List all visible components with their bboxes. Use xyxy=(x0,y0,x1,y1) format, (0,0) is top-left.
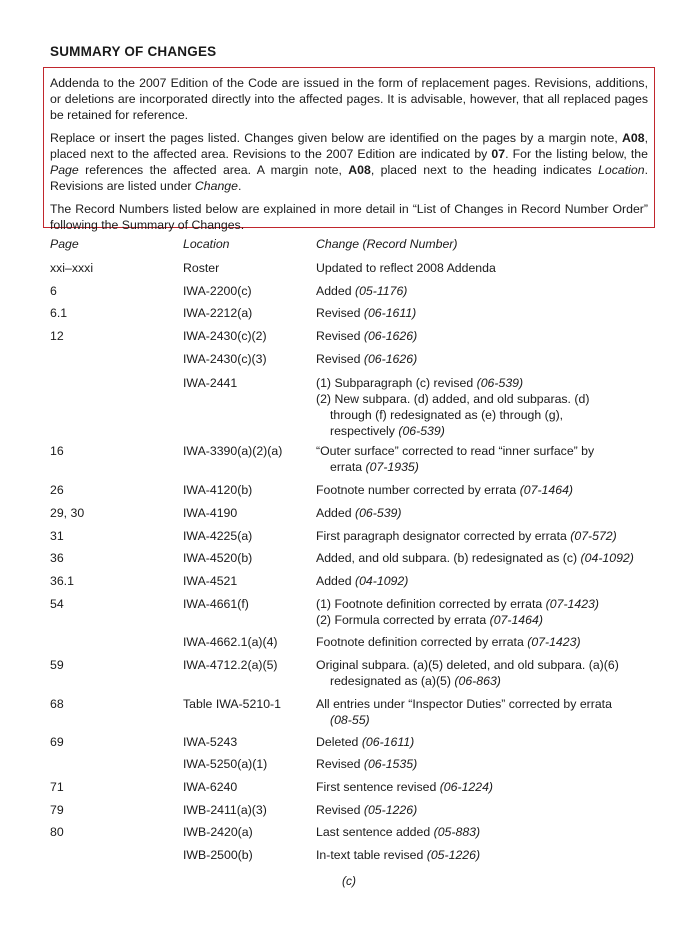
margin-note-a08: A08 xyxy=(622,131,645,145)
change-line: “Outer surface” corrected to read “inner surface” by xyxy=(316,444,595,458)
row-location: IWA-6240 xyxy=(183,780,238,794)
change-line xyxy=(316,375,660,391)
record-number: (07-572) xyxy=(570,529,617,543)
page-number: (c) xyxy=(342,874,356,888)
change-text: (1) Footnote definition corrected by errata xyxy=(316,597,546,611)
row-change xyxy=(316,328,660,344)
row-change xyxy=(316,443,660,475)
row-page: 80 xyxy=(50,825,64,839)
intro-text: . Revisions are listed under xyxy=(50,163,648,193)
change-text: Revised xyxy=(316,306,364,320)
change-text: Added xyxy=(316,506,355,520)
header-change: Change (Record Number) xyxy=(316,237,458,251)
change-line xyxy=(316,712,660,728)
row-page: 36 xyxy=(50,551,64,565)
row-location: IWA-4520(b) xyxy=(183,551,253,565)
record-number: (05-883) xyxy=(433,825,481,839)
change-text: First paragraph designator corrected by errata xyxy=(316,529,571,543)
row-location: IWA-5243 xyxy=(183,735,238,749)
change-text: respectively xyxy=(330,424,399,438)
row-page: 12 xyxy=(50,329,64,343)
record-number: (07-1464) xyxy=(489,613,543,627)
row-location: IWA-4190 xyxy=(183,506,238,520)
row-location: Roster xyxy=(183,261,220,275)
record-number: (05-1226) xyxy=(426,848,481,862)
page-title: SUMMARY OF CHANGES xyxy=(50,44,217,59)
change-line: All entries under “Inspector Duties” corrected by errata xyxy=(316,697,612,711)
change-text: Revised xyxy=(316,329,364,343)
row-page: 54 xyxy=(50,597,64,611)
header-location: Location xyxy=(183,237,230,251)
intro-term-change: Change xyxy=(194,179,238,193)
intro-text: Replace or insert the pages listed. Changes given below are identified on the pages by a margin note, xyxy=(50,131,623,145)
change-line xyxy=(316,612,660,628)
row-page: 36.1 xyxy=(50,574,74,588)
row-change xyxy=(316,283,660,299)
row-page: 69 xyxy=(50,735,64,749)
record-number: (07-1464) xyxy=(519,483,574,497)
intro-box xyxy=(43,67,655,232)
row-page: 71 xyxy=(50,780,64,794)
change-line: Original subpara. (a)(5) deleted, and old subpara. (a)(6) xyxy=(316,658,619,672)
change-text: redesignated as (a)(5) xyxy=(330,674,455,688)
change-text: Footnote number corrected by errata xyxy=(316,483,520,497)
row-page: 29, 30 xyxy=(50,506,85,520)
intro-text: , placed next to the affected area. Revisions to the 2007 Edition are indicated by xyxy=(50,131,648,161)
intro-text: references the affected area. A margin note, xyxy=(78,163,349,177)
row-location: IWB-2420(a) xyxy=(183,825,253,839)
change-text: Revised xyxy=(316,352,364,366)
row-change xyxy=(316,305,660,321)
record-number: (06-1626) xyxy=(363,329,418,343)
record-number: (06-863) xyxy=(454,674,501,688)
row-change xyxy=(316,482,660,498)
record-number: (07-1935) xyxy=(365,460,419,474)
row-change xyxy=(316,756,660,772)
row-location: IWA-2441 xyxy=(183,376,238,390)
row-change xyxy=(316,634,660,650)
change-text: Deleted xyxy=(316,735,362,749)
row-location: IWA-4225(a) xyxy=(183,529,253,543)
margin-note-07: 07 xyxy=(491,147,506,161)
row-location: IWA-4661(f) xyxy=(183,597,249,611)
change-text: Added, and old subpara. (b) redesignated as (c) xyxy=(316,551,581,565)
intro-text: , placed next to the heading indicates xyxy=(370,163,599,177)
record-number: (06-539) xyxy=(354,506,402,520)
record-number: (06-1224) xyxy=(439,780,494,794)
row-location: IWA-4120(b) xyxy=(183,483,253,497)
row-location: IWB-2500(b) xyxy=(183,848,253,862)
row-change xyxy=(316,847,660,863)
change-line xyxy=(316,423,660,439)
row-change xyxy=(316,802,660,818)
row-change xyxy=(316,260,660,276)
row-page: 31 xyxy=(50,529,64,543)
record-number: (04-1092) xyxy=(580,551,634,565)
record-number: (06-1626) xyxy=(363,352,418,366)
row-page: 79 xyxy=(50,803,64,817)
row-change xyxy=(316,779,660,795)
row-change xyxy=(316,596,660,628)
change-text: Revised xyxy=(316,803,364,817)
row-change xyxy=(316,505,660,521)
row-change xyxy=(316,528,660,544)
row-page: 68 xyxy=(50,697,64,711)
intro-term-location: Location xyxy=(598,163,645,177)
change-text: Last sentence added xyxy=(316,825,434,839)
record-number: (05-1226) xyxy=(363,803,418,817)
row-page: 26 xyxy=(50,483,64,497)
record-number: (06-1535) xyxy=(363,757,418,771)
change-line xyxy=(316,596,660,612)
change-line xyxy=(316,673,660,689)
row-change xyxy=(316,657,660,689)
header-page: Page xyxy=(50,237,79,251)
record-number: (08-55) xyxy=(330,713,370,727)
row-change xyxy=(316,375,660,439)
record-number: (07-1423) xyxy=(527,635,581,649)
change-text: In-text table revised xyxy=(316,848,427,862)
row-location: IWA-4662.1(a)(4) xyxy=(183,635,278,649)
row-page: 6.1 xyxy=(50,306,68,320)
margin-note-a08: A08 xyxy=(348,163,371,177)
change-text: (2) Formula corrected by errata xyxy=(316,613,490,627)
row-location: IWB-2411(a)(3) xyxy=(183,803,267,817)
row-change xyxy=(316,696,660,728)
record-number: (04-1092) xyxy=(354,574,409,588)
row-change xyxy=(316,550,660,566)
row-page: 59 xyxy=(50,658,64,672)
intro-paragraph-2 xyxy=(50,130,648,194)
row-location: IWA-2430(c)(2) xyxy=(183,329,267,343)
change-text: (1) Subparagraph (c) revised xyxy=(316,376,477,390)
change-text: Added xyxy=(316,284,355,298)
row-location: IWA-2430(c)(3) xyxy=(183,352,267,366)
row-page: 16 xyxy=(50,444,64,458)
record-number: (06-539) xyxy=(476,376,524,390)
change-text: First sentence revised xyxy=(316,780,440,794)
row-location: Table IWA-5210-1 xyxy=(183,697,281,711)
row-location: IWA-4712.2(a)(5) xyxy=(183,658,278,672)
row-change xyxy=(316,573,660,589)
change-text: Footnote definition corrected by errata xyxy=(316,635,528,649)
change-line: through (f) redesignated as (e) through (g), xyxy=(330,408,564,422)
row-change xyxy=(316,351,660,367)
change-text: Revised xyxy=(316,757,364,771)
intro-paragraph-3: The Record Numbers listed below are explained in more detail in “List of Changes in Record Number Order” following the Summary of Changes. xyxy=(50,202,648,232)
row-page: xxi–xxxi xyxy=(50,261,94,275)
intro-text: . For the listing below, the xyxy=(505,147,648,161)
record-number: (05-1176) xyxy=(354,284,408,298)
row-change xyxy=(316,734,660,750)
row-location: IWA-3390(a)(2)(a) xyxy=(183,444,283,458)
change-text: Added xyxy=(316,574,355,588)
change-line: (2) New subpara. (d) added, and old subparas. (d) xyxy=(316,392,590,406)
change-line xyxy=(316,459,660,475)
record-number: (06-1611) xyxy=(361,735,415,749)
intro-text: . xyxy=(237,179,242,193)
row-page: 6 xyxy=(50,284,57,298)
row-location: IWA-5250(a)(1) xyxy=(183,757,268,771)
row-change xyxy=(316,824,660,840)
row-location: IWA-2212(a) xyxy=(183,306,253,320)
row-location: IWA-4521 xyxy=(183,574,238,588)
row-location: IWA-2200(c) xyxy=(183,284,252,298)
intro-paragraph-1: Addenda to the 2007 Edition of the Code are issued in the form of replacement pages. Revisions, additions, or deletions are incorporated directly into the affected pages. It is advisable, however, that all replaced pages be retained for reference. xyxy=(50,76,648,122)
intro-term-page: Page xyxy=(50,163,79,177)
change-text: errata xyxy=(330,460,366,474)
record-number: (06-539) xyxy=(398,424,445,438)
change-text: Updated to reflect 2008 Addenda xyxy=(316,261,496,275)
record-number: (06-1611) xyxy=(363,306,417,320)
record-number: (07-1423) xyxy=(545,597,599,611)
